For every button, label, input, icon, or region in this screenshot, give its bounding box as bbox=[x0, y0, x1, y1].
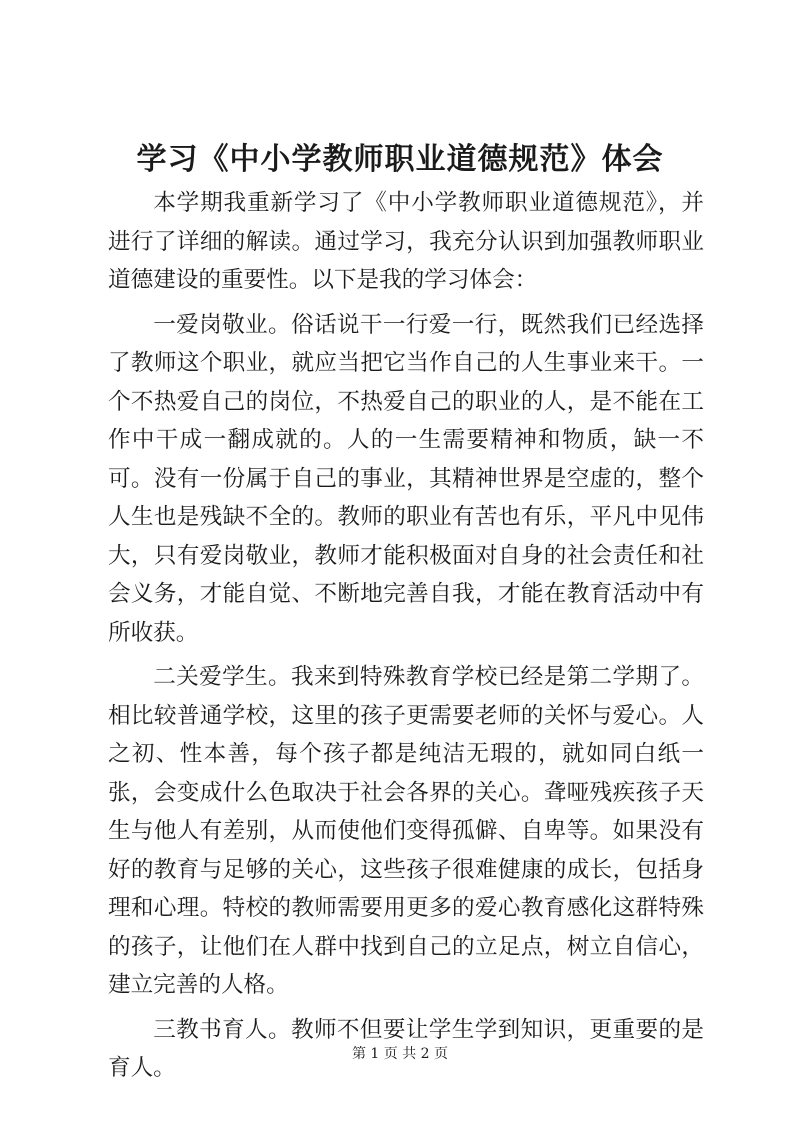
page-number-footer: 第 1 页 共 2 页 bbox=[351, 1046, 449, 1062]
paragraph-intro: 本学期我重新学习了《中小学教师职业道德规范》，并进行了详细的解读。通过学习，我充分认识到加强教师职业道德建设的重要性。以下是我的学习体会： bbox=[108, 190, 704, 293]
paragraph-teach-educate: 三教书育人。教师不但要让学生学到知识，更重要的是育人。 bbox=[108, 1016, 704, 1081]
document-title: 学习《中小学教师职业道德规范》体会 bbox=[136, 142, 664, 177]
paragraph-care-students: 二关爱学生。我来到特殊教育学校已经是第二学期了。相比较普通学校，这里的孩子更需要老师的关怀与爱心。人之初、性本善，每个孩子都是纯洁无瑕的，就如同白纸一张，会变成什么色取决于社会各界的关心。聋哑残疾孩子天生与他人有差别，从而使他们变得孤僻、自卑等。如果没有好的教育与足够的关心，这些孩子很难健康的成长，包括身理和心理。特校的教师需要用更多的爱心教育感化这群特殊的孩子，让他们在人群中找到自己的立足点，树立自信心，建立完善的人格。 bbox=[108, 664, 704, 998]
document-body bbox=[108, 184, 704, 1094]
paragraph-love-job: 一爱岗敬业。俗话说干一行爱一行，既然我们已经选择了教师这个职业，就应当把它当作自己的人生事业来干。一个不热爱自己的岗位，不热爱自己的职业的人，是不能在工作中干成一翻成就的。人的一生需要精神和物质，缺一不可。没有一份属于自己的事业，其精神世界是空虚的，整个人生也是残缺不全的。教师的职业有苦也有乐，平凡中见伟大，只有爱岗敬业，教师才能积极面对自身的社会责任和社会义务，才能自觉、不断地完善自我，才能在教育活动中有所收获。 bbox=[108, 311, 704, 646]
